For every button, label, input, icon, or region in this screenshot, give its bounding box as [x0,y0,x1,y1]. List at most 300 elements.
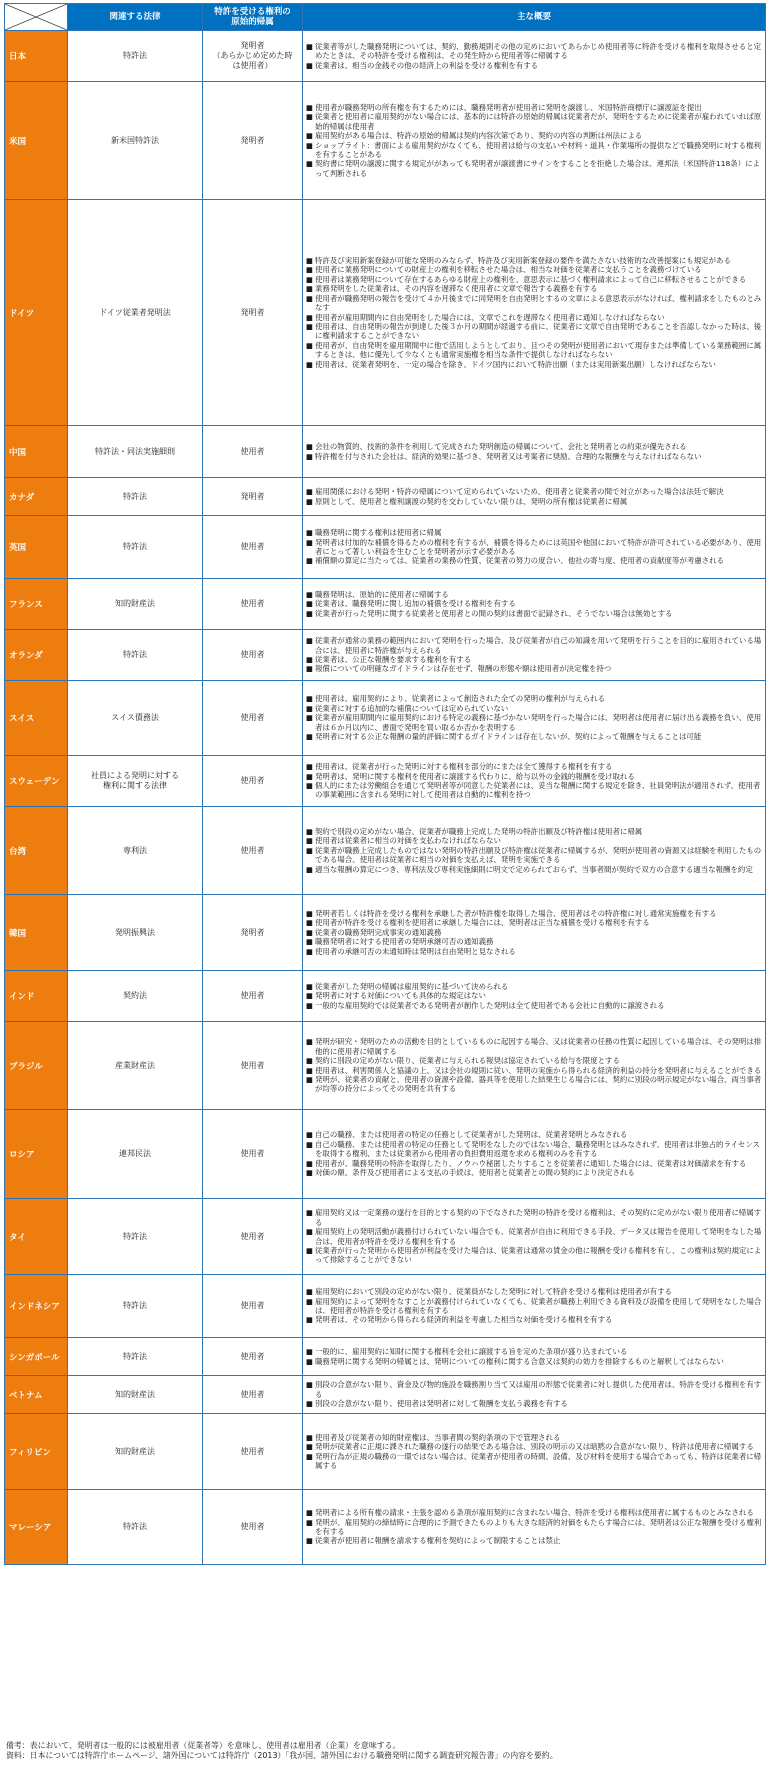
square-bullet-icon: ■ [306,655,313,664]
summary-cell [303,1414,766,1490]
square-bullet-icon: ■ [306,1536,313,1546]
summary-item [306,131,762,140]
country-cell: ブラジル [5,1022,68,1110]
law-cell: 特許法・同法実施細則 [68,426,203,478]
employee-invention-table [4,3,766,1565]
header-holder: 特許を受ける権利の 原始的帰属 [203,4,303,31]
table-header-row [5,4,766,31]
summary-text: 一般的な雇用契約では従業者である発明者が創作した発明は全て使用者である会社に自動的に譲渡される [315,1000,665,1010]
country-cell: タイ [5,1199,68,1275]
holder-cell: 使用者 [203,807,303,895]
country-cell: 米国 [5,82,68,200]
summary-item [306,1227,762,1246]
holder-cell: 使用者 [203,1275,303,1338]
square-bullet-icon: ■ [306,908,313,918]
summary-text: 従業者の職務発明完成事実の通知義務 [315,927,442,937]
summary-cell [303,681,766,756]
summary-text: 雇用契約上の発明活動が義務付けられていない場合でも、従業者が自由に利用できる手段、データ又は報告を使用して発明をなした場合は、使用者が特許を受ける権利を有する [315,1227,762,1246]
summary-text: 使用者は、利害関係人と協議の上、又は会社の規則に従い、発明の実施から得られる経済的利益の持分を発明者に与えることができる [315,1065,762,1075]
summary-item [306,1452,762,1471]
country-cell: 中国 [5,426,68,478]
summary-text: 使用者が、自由発明を雇用期間中に他で活用しようとしており、且つその発明が使用者において現存または準備している業務範囲に属するときは、他に優先して少なくとも通常実施権を相当な条件で提供しなければならない [315,340,762,360]
summary-text: 従業者等がした職務発明については、契約、勤務規則その他の定めにおいてあらかじめ使用者等に特許を受ける権利を取得させると定めたときは、その特許を受ける権利は、その発生時から使用者等に帰属する [315,41,762,61]
square-bullet-icon: ■ [306,845,313,855]
summary-text: 使用者は、従業者が行った発明に対する権利を部分的にまたは全て獲得する権利を有する [315,762,613,772]
summary-text: 発明者に対する対価についても具体的な規定はない [315,991,486,1001]
summary-text: 一般的に、雇用契約に知財に関する権利を会社に譲渡する旨を定めた条項が盛り込まれている [315,1347,628,1357]
summary-text: 雇用契約又は一定業務の遂行を目的とする契約の下でなされた発明の特許を受ける権利は、その契約に定めがない限り使用者に帰属する [315,1208,762,1227]
table-row [5,478,766,516]
summary-cell [303,1338,766,1376]
summary-item [306,294,762,313]
square-bullet-icon: ■ [306,1208,313,1218]
summary-item [306,1056,762,1065]
holder-cell: 使用者 [203,579,303,630]
summary-text: 職務発明に関する発明の帰属とは、発明についての権利に関する合意又は契約の効力を排除するものと解釈してはならない [315,1356,724,1366]
summary-text: 雇用契約がある場合は、特許の原始的帰属は契約内容次第であり、契約の内容の判断は州法による [315,131,643,141]
summary-item [306,1168,762,1177]
summary-item [306,947,762,956]
summary-item [306,772,762,781]
summary-text: 報償についての明確なガイドラインは存在せず、報酬の形態や額は使用者が決定権を持つ [315,664,612,674]
summary-text: 個人的にまたは労働組合を通じて発明者等が同意した従業者には、妥当な報酬に関する規定を除き、社員発明法が適用されず、使用者の事業範囲に含まれる発明に対して使用者は自動的に権利を持つ [315,781,761,800]
holder-cell: 使用者 [203,1022,303,1110]
summary-text: 特許及び実用新案登録が可能な発明のみならず、特許及び実用新案登録の要件を満たさない技術的な改善提案にも規定がある [315,255,731,265]
summary-cell [303,516,766,579]
square-bullet-icon: ■ [306,1168,313,1178]
summary-text: 対価の額、条件及び使用者による支払の手続は、使用者と従業者との間の契約により決定される [315,1168,635,1178]
summary-cell [303,31,766,82]
footer-note: 備考：表において、発明者は一般的には被雇用者（従業者等）を意味し、使用者は雇用者（企業）を意味する。 [6,1741,401,1750]
table-row [5,1022,766,1110]
square-bullet-icon: ■ [306,321,313,331]
summary-item [306,846,762,865]
holder-cell: 発明者 [203,82,303,200]
summary-text: 使用者は業務発明について存在するあらゆる財産上の権利を、意思表示に基づく権利請求によって自己に移転させることができる [315,274,747,284]
law-cell: 連邦民法 [68,1110,203,1199]
square-bullet-icon: ■ [306,1432,313,1442]
summary-item [306,1536,762,1545]
summary-cell [303,756,766,807]
table-row [5,579,766,630]
square-bullet-icon: ■ [306,664,313,674]
square-bullet-icon: ■ [306,1065,313,1075]
law-cell: ドイツ従業者発明法 [68,200,203,426]
table-row [5,426,766,478]
table-row [5,200,766,426]
law-cell: 特許法 [68,1338,203,1376]
square-bullet-icon: ■ [306,102,313,112]
holder-cell: 使用者 [203,1376,303,1414]
table-row [5,1490,766,1565]
summary-item [306,256,762,265]
summary-text: 自己の職務、または使用者の特定の任務として発明をなしたのではない場合、職務発明とはみなされず、使用者は非独占的ライセンスを取得する権利、または従業者から使用者の負担費用返還を求める権利のみを有する [315,1139,760,1159]
square-bullet-icon: ■ [306,864,313,874]
table-row [5,756,766,807]
square-bullet-icon: ■ [306,636,313,646]
diagonal-lines-icon [5,4,67,30]
summary-item [306,159,762,178]
summary-cell [303,971,766,1022]
summary-item [306,704,762,713]
footer-source: 資料：日本については特許庁ホームページ、諸外国については特許庁（2013）「我が国、諸外国における職務発明に関する調査研究報告書」の内容を要約。 [6,1751,558,1761]
summary-item [306,1246,762,1265]
law-cell: 特許法 [68,1490,203,1565]
summary-cell [303,426,766,478]
square-bullet-icon: ■ [306,41,313,51]
square-bullet-icon: ■ [306,312,313,322]
summary-text: 使用者が雇用期間内に自由発明をした場合には、文章でこれを遅滞なく使用者に通知しなければならない [315,312,665,322]
summary-item [306,1442,762,1451]
summary-item [306,1130,762,1139]
law-cell: スイス債務法 [68,681,203,756]
square-bullet-icon: ■ [306,1000,313,1010]
table-row [5,971,766,1022]
square-bullet-icon: ■ [306,359,313,369]
square-bullet-icon: ■ [306,1158,313,1168]
header-law: 関連する法律 [68,4,203,31]
law-cell: 特許法 [68,1199,203,1275]
law-cell: 特許法 [68,478,203,516]
summary-text: 従業者が職務上完成したものではない発明の特許出願及び特許権は従業者に帰属するが、発明が使用者の資源又は経験を利用したものである場合、使用者は従業者に相当の対価を支払えば、発明を実施できる [315,845,762,865]
summary-item [306,442,762,451]
summary-item [306,360,762,369]
summary-text: 従業者が使用者に報酬を請求する権利を契約によって制限することは禁止 [315,1536,561,1546]
summary-item [306,1380,762,1399]
summary-text: 使用者は、自由発明の報告が到達した後３か月の期間が経過する前に、従業者に文章で自由発明であることを否認しなかった時は、後に権利請求することができない [315,321,762,341]
law-cell: 知的財産法 [68,1376,203,1414]
summary-item [306,609,762,618]
summary-item [306,1399,762,1408]
country-cell: ロシア [5,1110,68,1199]
table-row [5,1376,766,1414]
summary-cell [303,1490,766,1565]
country-cell: インドネシア [5,1275,68,1338]
table-row [5,1414,766,1490]
square-bullet-icon: ■ [306,781,313,790]
country-cell: マレーシア [5,1490,68,1565]
square-bullet-icon: ■ [306,1037,313,1047]
summary-item [306,497,762,506]
summary-text: 使用者が、職務発明の特許を取得したり、ノウハウ秘匿したりすることを従業者に通知した場合には、従業者は対価請求を有する [315,1158,747,1168]
square-bullet-icon: ■ [306,451,313,461]
summary-text: 従業者が通常の業務の範囲内において発明を行った場合、及び従業者が自己の知識を用いて発明を行うことを目的に雇用されている場合には、使用者に特許権が与えられる [315,636,762,655]
summary-cell [303,579,766,630]
summary-text: 自己の職務、または使用者の特定の任務として従業者がした発明は、従業者発明とみなされる [315,1130,628,1140]
summary-item [306,61,762,70]
country-cell: カナダ [5,478,68,516]
square-bullet-icon: ■ [306,140,313,150]
country-cell: フランス [5,579,68,630]
table-row [5,1199,766,1275]
summary-item [306,265,762,274]
table-row [5,807,766,895]
table-row [5,1110,766,1199]
summary-text: 従業者は、相当の金銭その他の経済上の利益を受ける権利を有する [315,60,539,70]
square-bullet-icon: ■ [306,293,313,303]
summary-text: 原則として、使用者と権利譲渡の契約を交わしていない限りは、発明の所有権は従業者に帰属 [315,496,628,506]
summary-text: 従業者に対する追加的な補償については定められていない [315,703,509,713]
holder-cell: 使用者 [203,1414,303,1490]
holder-cell: 使用者 [203,516,303,579]
summary-text: 雇用契約によって発明をなすことが義務付けられていなくても、従業者が職務上利用できる資料及び設備を使用して発明をなした場合は、使用者が特許を受ける権利を有する [315,1296,762,1315]
square-bullet-icon: ■ [306,131,313,141]
law-cell: 発明振興法 [68,895,203,971]
law-cell: 特許法 [68,31,203,82]
square-bullet-icon: ■ [306,608,313,618]
summary-text: 発明が研究・発明のための活動を目的としているものに起因する場合、又は従業者の任務の性質に起因している場合は、その発明は排他的に使用者に帰属する [315,1037,762,1056]
summary-text: ショップライト：書面による雇用契約がなくても、使用者は給与の支払いや材料・道具・作業場所の提供などで職務発明に対する権利を有することがある [315,140,761,159]
square-bullet-icon: ■ [306,1245,313,1255]
square-bullet-icon: ■ [306,284,313,294]
law-cell: 新米国特許法 [68,82,203,200]
square-bullet-icon: ■ [306,159,313,169]
summary-text: 職務発明に関する権利は使用者に帰属 [315,528,442,538]
law-cell: 専利法 [68,807,203,895]
holder-cell: 使用者 [203,630,303,681]
square-bullet-icon: ■ [306,713,313,723]
square-bullet-icon: ■ [306,1508,313,1518]
country-cell: ベトナム [5,1376,68,1414]
summary-item [306,42,762,61]
square-bullet-icon: ■ [306,1130,313,1140]
summary-cell [303,1199,766,1275]
summary-text: 契約書に発明の譲渡に関する規定ががあっても発明者が譲渡書にサインをすることを拒絶した場合は、連邦法（米国特許118条）によって判断される [315,159,760,178]
summary-text: 使用者が職務発明の所有権を有するためには、職務発明者が使用者に発明を譲渡し、米国特許商標庁に譲渡証を提出 [315,102,702,112]
summary-text: 別段の合意がない限り、資金及び物的施設を職務割り当て又は雇用の形態で従業者に対し提供した使用者は、特許を受ける権利を有する [315,1380,762,1399]
summary-item [306,1066,762,1075]
summary-text: 発明行為が正規の職務の一環ではない場合は、従業者が使用者の時間、設備、及び材料を使用する場合であっても、特許は従業者に帰属する [315,1451,762,1470]
square-bullet-icon: ■ [306,274,313,284]
square-bullet-icon: ■ [306,556,313,566]
summary-text: 使用者に業務発明についての財産上の権利を移転させた場合は、相当な対価を従業者に支払うことを義務づけている [315,265,702,275]
square-bullet-icon: ■ [306,927,313,937]
square-bullet-icon: ■ [306,599,313,609]
table-row [5,516,766,579]
holder-cell: 発明者 [203,478,303,516]
summary-item [306,487,762,496]
summary-item [306,1075,762,1094]
law-cell: 契約法 [68,971,203,1022]
summary-text: 職務発明は、原始的に使用者に帰属する [315,589,449,599]
summary-item [306,991,762,1000]
square-bullet-icon: ■ [306,1399,313,1409]
law-cell: 知的財産法 [68,1414,203,1490]
summary-item [306,664,762,673]
summary-item [306,865,762,874]
law-cell: 特許法 [68,516,203,579]
table-row [5,1275,766,1338]
summary-item [306,937,762,946]
square-bullet-icon: ■ [306,991,313,1001]
country-cell: インド [5,971,68,1022]
country-cell: シンガポール [5,1338,68,1376]
summary-cell [303,1110,766,1199]
summary-item [306,909,762,918]
summary-text: 発明者は、その発明から得られる経済的利益を考慮した相当な対価を受ける権利を有する [315,1315,613,1325]
summary-text: 使用者の承継可否の未通知時は発明は自由発明と見なされる [315,946,516,956]
summary-item [306,1208,762,1227]
country-cell: スイス [5,681,68,756]
summary-text: 使用者が職務発明の報告を受けて４か月後までに同発明を自由発明とするの文章による意思表示がなければ、権利請求をしたものとみなす [315,293,762,313]
summary-item [306,1159,762,1168]
holder-cell: 発明者 （あらかじめ定めた時 は使用者） [203,31,303,82]
summary-text: 従業者と使用者に雇用契約がない場合には、基本的には特許の原始的帰属は従業者だが、発明をするために従業者が雇われていれば原始的帰属は使用者 [315,112,762,131]
table-row [5,82,766,200]
summary-item [306,313,762,322]
square-bullet-icon: ■ [306,1056,313,1066]
summary-item [306,112,762,131]
summary-text: 使用者は、従業者発明を、一定の場合を除き、ドイツ国内において特許出願（または実用新案出願）しなければならない [315,359,716,369]
country-cell: 英国 [5,516,68,579]
holder-cell: 使用者 [203,971,303,1022]
square-bullet-icon: ■ [306,1347,313,1357]
summary-cell [303,1376,766,1414]
summary-text: 雇用契約において別段の定めがない限り、従業員がなした発明に対して特許を受ける権利は使用者が有する [315,1287,672,1297]
summary-text: 従業者が行った発明に関する従業者と使用者との間の契約は書面で記録され、そうでない場合は無効とする [315,608,673,618]
header-summary: 主な概要 [303,4,766,31]
summary-item [306,284,762,293]
summary-text: 雇用関係における発明・特許の帰属について定められていないため、使用者と従業者の間で対立があった場合は法廷で解決 [315,487,724,497]
square-bullet-icon: ■ [306,918,313,928]
law-cell: 産業財産法 [68,1022,203,1110]
square-bullet-icon: ■ [306,340,313,350]
square-bullet-icon: ■ [306,981,313,991]
summary-item [306,827,762,836]
law-cell: 社員による発明に対する 権利に関する法律 [68,756,203,807]
country-cell: フィリピン [5,1414,68,1490]
summary-text: 職務発明者に対する使用者の発明承継可否の通知義務 [315,937,494,947]
summary-item [306,762,762,771]
summary-item [306,982,762,991]
square-bullet-icon: ■ [306,528,313,538]
summary-item [306,556,762,565]
square-bullet-icon: ■ [306,537,313,547]
summary-text: 発明が、従業者の貢献と、使用者の資源や設備、器具等を使用した結果生じる場合には、契約に別段の明示規定がない場合、両当事者が均等の持分によってその発明を共有する [315,1074,762,1094]
holder-cell: 発明者 [203,200,303,426]
square-bullet-icon: ■ [306,1517,313,1527]
holder-cell: 使用者 [203,1490,303,1565]
summary-item [306,836,762,845]
summary-text: 発明者は付加的な補償を得るための権利を有するが、補償を得るためには英国や他国において特許が許可されている必要があり、使用者にとって著しい利益を生むことを発明者が示す必要がある [315,537,762,556]
square-bullet-icon: ■ [306,1442,313,1452]
summary-text: 発明者に対する公正な報酬の量的評価に関するガイドラインは存在しないが、契約によって報酬を与えることは可能 [315,732,702,742]
holder-cell: 発明者 [203,895,303,971]
summary-item [306,636,762,655]
square-bullet-icon: ■ [306,1380,313,1390]
summary-item [306,1347,762,1356]
summary-cell [303,200,766,426]
summary-item [306,694,762,703]
summary-item [306,528,762,537]
summary-item [306,1140,762,1159]
country-cell: スウェーデン [5,756,68,807]
summary-item [306,1518,762,1537]
footer-notes [6,1741,764,1761]
square-bullet-icon: ■ [306,60,313,70]
summary-text: 発明者は、発明に関する権利を使用者に譲渡する代わりに、給与以外の金銭的報酬を受け取れる [315,771,635,781]
summary-text: 特許権を付与された会社は、経済的効果に基づき、発明者又は考案者に奨励、合理的な報酬を与えなければならない [315,451,702,461]
summary-text: 使用者及び従業者の知的財産権は、当事者間の契約条項の下で管理される [315,1432,561,1442]
square-bullet-icon: ■ [306,487,313,497]
holder-cell: 使用者 [203,681,303,756]
holder-cell: 使用者 [203,426,303,478]
country-cell: 台湾 [5,807,68,895]
summary-text: 発明が、雇用契約の締結時に合理的に予測できたものよりも大きな経済的対価をもたらす場合には、発明者は公正な報酬を受ける権利を有する [315,1517,762,1536]
summary-item [306,1037,762,1056]
square-bullet-icon: ■ [306,1296,313,1306]
square-bullet-icon: ■ [306,826,313,836]
square-bullet-icon: ■ [306,1315,313,1325]
summary-text: 適当な報酬の算定につき、専利法及び専利実施細則に明文で定められておらず、当事者間が契約で双方の合意する適当な報酬を約定 [315,864,753,874]
summary-item [306,732,762,741]
square-bullet-icon: ■ [306,1139,313,1149]
summary-text: 補償額の算定に当たっては、従業者の業務の性質、従業者の努力の度合い、他社の寄与度、使用者の貢献度等が考慮される [315,556,725,566]
summary-item [306,1287,762,1296]
square-bullet-icon: ■ [306,1287,313,1297]
country-cell: オランダ [5,630,68,681]
summary-text: 契約で別段の定めがない場合、従業者が職務上完成した発明の特許出願及び特許権は使用者に帰属 [315,826,643,836]
summary-text: 契約に別段の定めがない限り、従業者に与えられる報奨は協定されている給与を限度とする [315,1056,620,1066]
summary-text: 従業者は、公正な報酬を要求する権利を有する [315,655,472,664]
square-bullet-icon: ■ [306,1074,313,1084]
square-bullet-icon: ■ [306,762,313,772]
square-bullet-icon: ■ [306,255,313,265]
law-cell: 特許法 [68,1275,203,1338]
summary-item [306,1433,762,1442]
summary-cell [303,807,766,895]
summary-cell [303,1022,766,1110]
country-cell: 韓国 [5,895,68,971]
summary-item [306,599,762,608]
summary-item [306,103,762,112]
summary-item [306,928,762,937]
square-bullet-icon: ■ [306,937,313,947]
holder-cell: 使用者 [203,1338,303,1376]
summary-text: 従業者が雇用期間内に雇用契約における特定の義務に基づかない発明を行った場合には、発明者は使用者に届け出る義務を負い、使用者は６か月以内に、書面で発明を買い取るか否かを表明する [315,713,762,732]
square-bullet-icon: ■ [306,694,313,704]
holder-cell: 使用者 [203,1110,303,1199]
summary-text: 別段の合意がない限り、使用者は発明者に対して報酬を支払う義務を有する [315,1399,568,1409]
summary-text: 発明者による所有権の請求・主張を認める条項が雇用契約に含まれない場合、特許を受ける権利は使用者に属するものとみなされる [315,1508,754,1518]
summary-item [306,918,762,927]
summary-cell [303,1275,766,1338]
summary-item [306,538,762,557]
square-bullet-icon: ■ [306,836,313,846]
table-row [5,681,766,756]
law-cell: 特許法 [68,630,203,681]
summary-text: 発明者若しくは特許を受ける権利を承継した者が特許権を取得した場合、使用者はその特許権に対し通常実施権を有する [315,908,717,918]
square-bullet-icon: ■ [306,946,313,956]
summary-text: 使用者は、雇用契約により、従業者によって創造された全ての発明の権利が与えられる [315,694,606,704]
table-row [5,31,766,82]
square-bullet-icon: ■ [306,1356,313,1366]
square-bullet-icon: ■ [306,732,313,742]
square-bullet-icon: ■ [306,496,313,506]
square-bullet-icon: ■ [306,771,313,781]
summary-cell [303,82,766,200]
summary-item [306,322,762,341]
summary-text: 従業者は、職務発明に関し追加の補償を受ける権利を有する [315,599,516,609]
summary-item [306,781,762,800]
summary-text: 従業者が行った発明から使用者が利益を受けた場合は、従業者は通常の賃金の他に報酬を受ける権利を有し、この権利は契約規定によって排除することができない [315,1245,762,1265]
summary-text: 使用者が特許を受ける権利を使用者に承継した場合には、発明者は正当な補償を受ける権利を有する [315,918,650,928]
holder-cell: 使用者 [203,756,303,807]
summary-item [306,1508,762,1517]
summary-item [306,713,762,732]
square-bullet-icon: ■ [306,1451,313,1461]
summary-text: 業務発明をした従業者は、その内容を遅滞なく使用者に文章で報告する義務を有する [315,284,598,294]
